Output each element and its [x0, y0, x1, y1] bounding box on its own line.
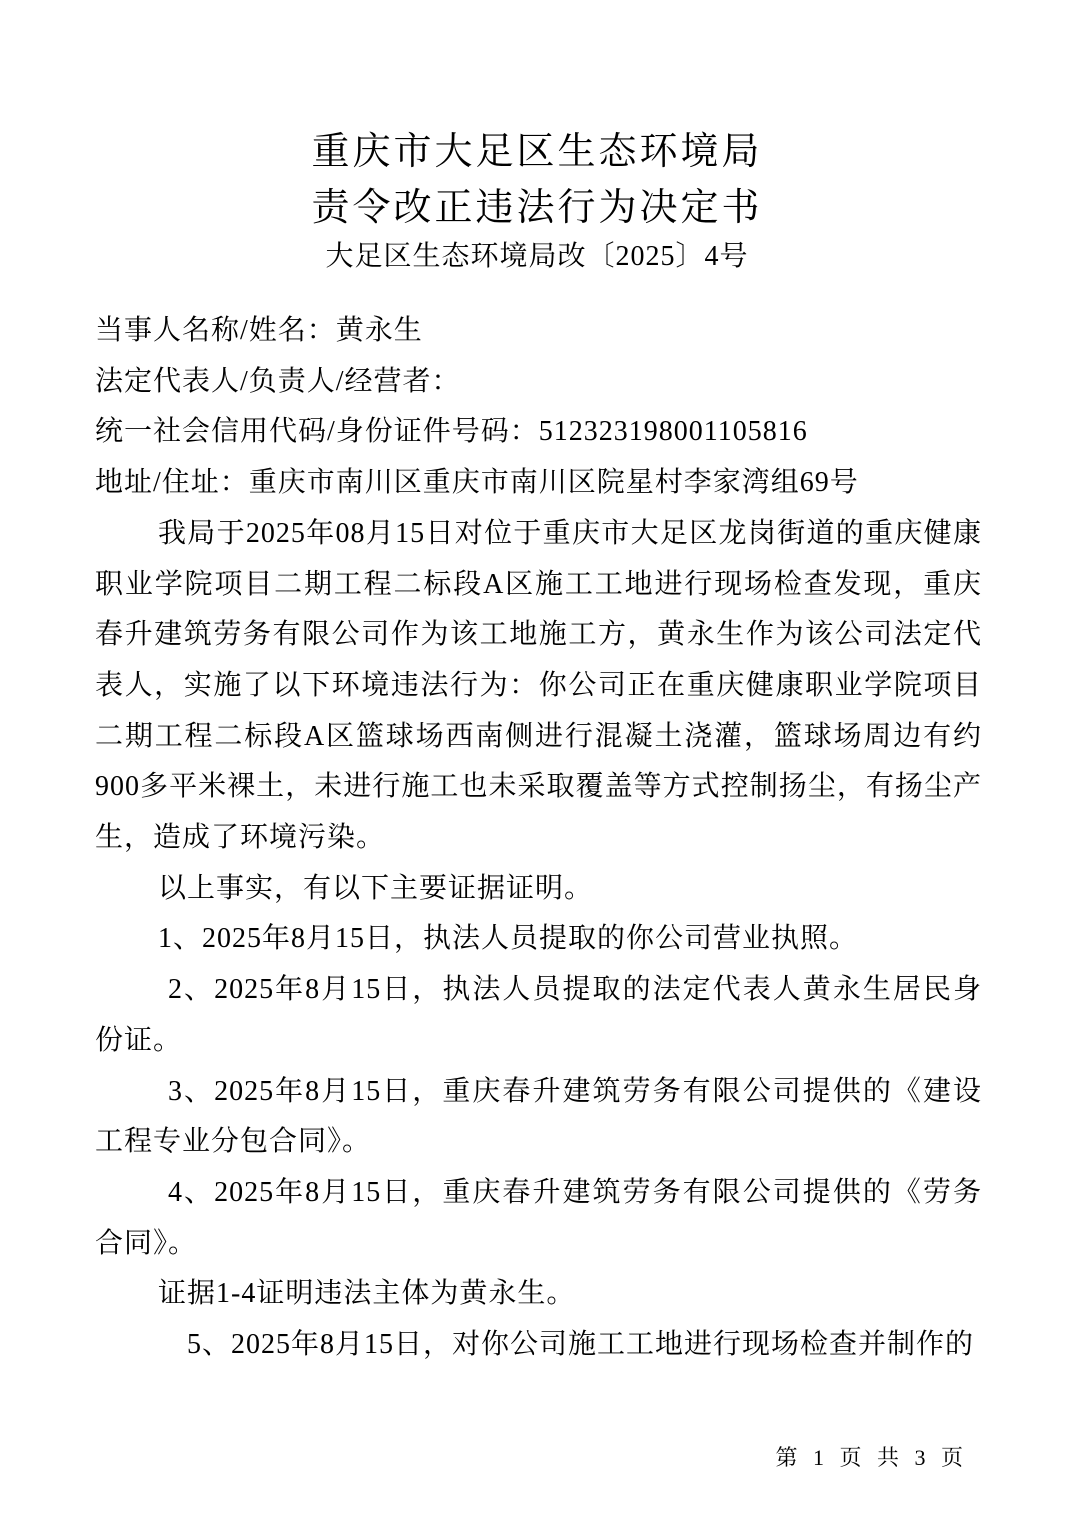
evidence-item-2: 2、2025年8月15日，执法人员提取的法定代表人黄永生居民身份证。	[95, 974, 982, 1056]
document-title	[0, 124, 1074, 236]
document-title-line2: 责令改正违法行为决定书	[311, 187, 763, 229]
page-number-footer: 第 1 页 共 3 页	[775, 1445, 968, 1470]
paragraph-evidence-intro: 以上事实，有以下主要证据证明。	[158, 872, 594, 904]
evidence-item-4: 4、2025年8月15日，重庆春升建筑劳务有限公司提供的《劳务合同》。	[95, 1176, 982, 1259]
credit-code-line: 统一社会信用代码/身份证件号码：512323198001105816	[95, 416, 808, 448]
evidence-item-3: 3、2025年8月15日，重庆春升建筑劳务有限公司提供的《建设工程专业分包合同》。	[95, 1075, 982, 1158]
paragraph-evidence-conclusion: 证据1-4证明违法主体为黄永生。	[158, 1278, 576, 1310]
document-title-line1: 重庆市大足区生态环境局	[311, 131, 763, 173]
legal-representative-line: 法定代表人/负责人/经营者：	[95, 365, 461, 397]
evidence-item-1: 1、2025年8月15日，执法人员提取的你公司营业执照。	[158, 923, 859, 955]
document-body	[95, 306, 982, 1371]
evidence-item-5: 5、2025年8月15日，对你公司施工工地进行现场检查并制作的	[187, 1329, 975, 1361]
address-line: 地址/住址：重庆市南川区重庆市南川区院星村李家湾组69号	[95, 467, 859, 499]
document-number: 大足区生态环境局改〔2025〕4号	[325, 241, 749, 272]
paragraph-inspection-facts: 我局于2025年08月15日对位于重庆市大足区龙岗街道的重庆健康职业学院项目二期工程二标段A区施工工地进行现场检查发现，重庆春升建筑劳务有限公司作为该工地施工方，黄永生作为该公司法定代表人，实施了以下环境违法行为：你公司正在重庆健康职业学院项目二期工程二标段A区篮球场西南侧进行混凝土浇灌，篮球场周边有约900多平米裸土，未进行施工也未采取覆盖等方式控制扬尘，有扬尘产生，造成了环境污染。	[95, 517, 982, 854]
party-name-line: 当事人名称/姓名：黄永生	[95, 315, 423, 346]
